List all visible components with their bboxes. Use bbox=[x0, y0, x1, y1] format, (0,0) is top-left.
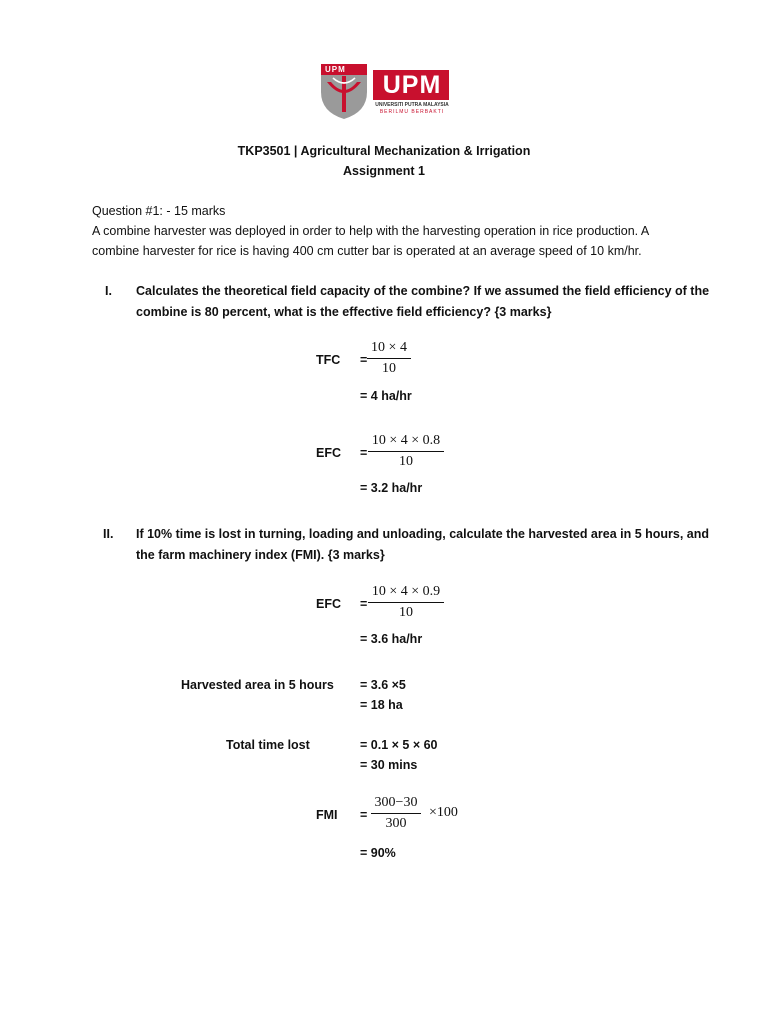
part1-question-line1: Calculates the theoretical field capacity of the combine? If we assumed the field efficiency of the bbox=[136, 284, 710, 298]
efc2-fraction bbox=[366, 584, 446, 621]
course-title: TKP3501 | Agricultural Mechanization & Irrigation bbox=[237, 144, 531, 158]
efc1-denominator: 10 bbox=[399, 454, 413, 469]
part2-question-line2: the farm machinery index (FMI). {3 marks} bbox=[136, 548, 385, 562]
fmi-equals: = bbox=[360, 808, 368, 822]
harvested-area-step2: = 18 ha bbox=[360, 698, 403, 712]
tfc-result: = 4 ha/hr bbox=[360, 389, 412, 403]
efc1-numerator: 10 × 4 × 0.8 bbox=[368, 433, 444, 452]
efc2-result: = 3.6 ha/hr bbox=[360, 632, 423, 646]
efc2-denominator: 10 bbox=[399, 605, 413, 620]
tfc-label: TFC bbox=[316, 353, 341, 367]
fmi-label: FMI bbox=[316, 808, 338, 822]
harvested-area-label: Harvested area in 5 hours bbox=[181, 678, 334, 692]
upm-logo bbox=[319, 62, 451, 120]
tfc-fraction bbox=[366, 340, 412, 377]
wordmark: UPM bbox=[382, 71, 442, 99]
tfc-numerator: 10 × 4 bbox=[367, 340, 411, 359]
time-lost-step1: = 0.1 × 5 × 60 bbox=[360, 738, 438, 752]
efc1-fraction bbox=[366, 433, 446, 470]
efc2-label: EFC bbox=[316, 597, 341, 611]
part2-question-line1: If 10% time is lost in turning, loading and unloading, calculate the harvested area in 5 hours, and bbox=[136, 527, 710, 541]
efc1-equals: = bbox=[360, 446, 368, 460]
fmi-multiplier: ×100 bbox=[429, 805, 458, 820]
part2-numeral: II. bbox=[103, 527, 114, 541]
efc2-equals: = bbox=[360, 597, 368, 611]
shield-abbrev: UPM bbox=[325, 65, 346, 74]
question-title: Question #1: - 15 marks bbox=[92, 204, 226, 218]
tfc-equals: = bbox=[360, 353, 368, 367]
fmi-fraction bbox=[366, 795, 426, 832]
time-lost-label: Total time lost bbox=[226, 738, 310, 752]
efc1-label: EFC bbox=[316, 446, 341, 460]
university-name: UNIVERSITI PUTRA MALAYSIA bbox=[375, 102, 449, 108]
question-intro-line2: combine harvester for rice is having 400 cm cutter bar is operated at an average speed of 10 km/hr. bbox=[92, 244, 642, 258]
part1-numeral: I. bbox=[105, 284, 112, 298]
harvested-area-step1: = 3.6 ×5 bbox=[360, 678, 406, 692]
tfc-denominator: 10 bbox=[382, 361, 396, 376]
fmi-result: = 90% bbox=[360, 846, 396, 860]
part1-question-line2: combine is 80 percent, what is the effective field efficiency? {3 marks} bbox=[136, 305, 552, 319]
fmi-numerator: 300−30 bbox=[371, 795, 422, 814]
university-tagline: BERILMU BERBAKTI bbox=[379, 109, 445, 115]
time-lost-step2: = 30 mins bbox=[360, 758, 418, 772]
assignment-title: Assignment 1 bbox=[343, 164, 425, 178]
question-intro-line1: A combine harvester was deployed in order to help with the harvesting operation in rice production. A bbox=[92, 224, 650, 238]
efc2-numerator: 10 × 4 × 0.9 bbox=[368, 584, 444, 603]
fmi-denominator: 300 bbox=[385, 816, 407, 831]
efc1-result: = 3.2 ha/hr bbox=[360, 481, 423, 495]
